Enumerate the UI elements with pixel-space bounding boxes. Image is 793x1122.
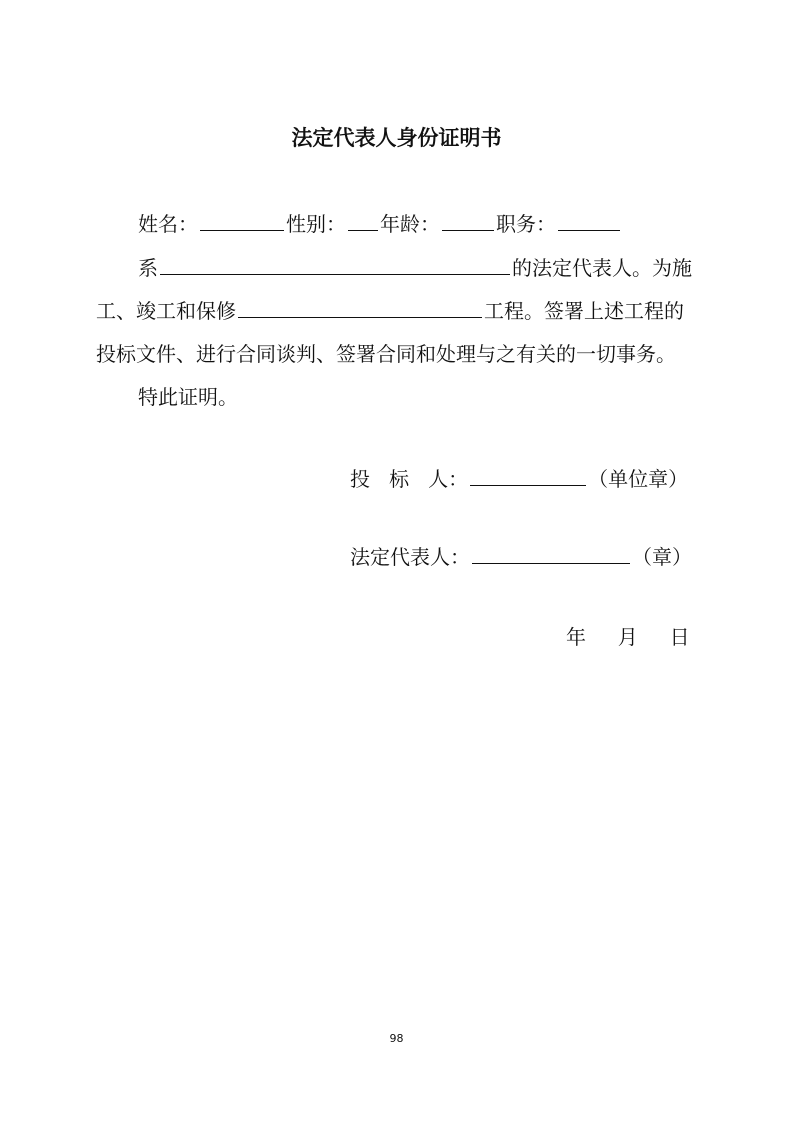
line2-suffix: 的法定代表人。为施	[512, 256, 692, 280]
legal-rep-label: 法定代表人：	[350, 545, 470, 569]
position-label: 职务：	[496, 212, 556, 236]
bidder-signature-line	[350, 463, 688, 494]
info-line-2	[138, 252, 692, 283]
name-label: 姓名：	[138, 212, 198, 236]
info-line-1	[138, 208, 622, 239]
line2-prefix: 系	[138, 256, 158, 280]
gender-blank	[348, 208, 378, 231]
legal-rep-note: （章）	[632, 545, 692, 569]
bidder-label: 投 标 人：	[350, 467, 469, 491]
project-blank	[238, 295, 482, 318]
age-blank	[442, 208, 494, 231]
gender-label: 性别：	[286, 212, 346, 236]
age-label: 年龄：	[380, 212, 440, 236]
document-title: 法定代表人身份证明书	[291, 126, 502, 150]
legal-rep-signature-line	[350, 541, 692, 572]
name-blank	[200, 208, 284, 231]
position-blank	[558, 208, 620, 231]
company-blank	[160, 252, 510, 275]
page-number: 98	[389, 1032, 404, 1045]
line3-prefix: 工、竣工和保修	[96, 299, 236, 323]
line3-suffix: 工程。签署上述工程的	[484, 299, 684, 323]
info-line-3	[96, 295, 684, 326]
legal-rep-blank	[472, 541, 630, 564]
bidder-note: （单位章）	[588, 467, 689, 491]
info-line-5: 特此证明。	[138, 385, 238, 409]
date-line: 年 月 日	[566, 625, 690, 649]
bidder-blank	[470, 463, 586, 486]
info-line-4: 投标文件、进行合同谈判、签署合同和处理与之有关的一切事务。	[96, 342, 676, 366]
